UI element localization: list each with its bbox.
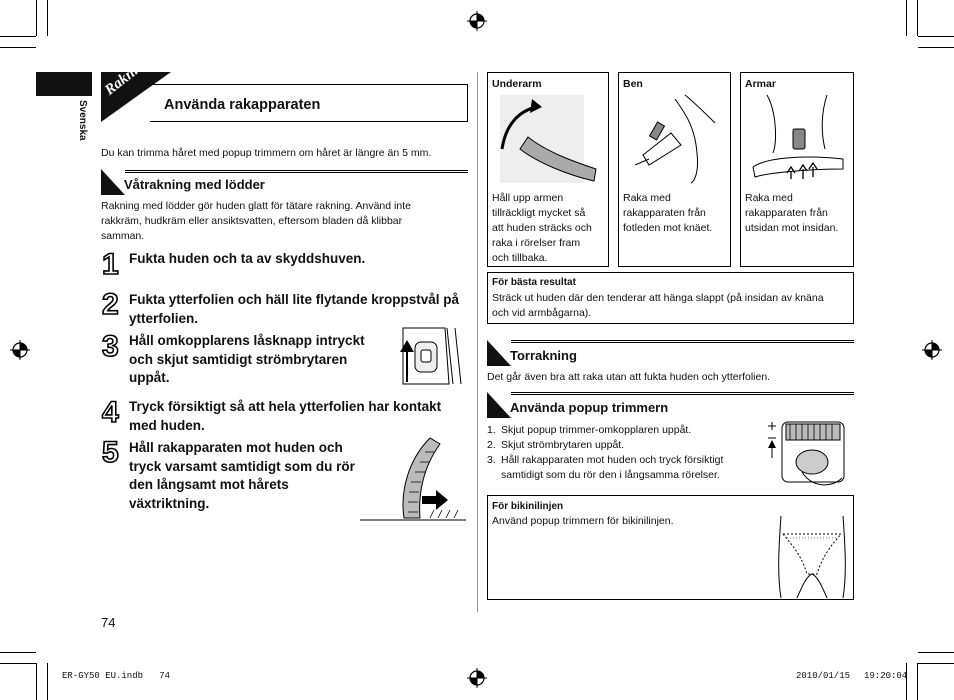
panel-ben xyxy=(618,72,731,267)
panel-title: Ben xyxy=(623,78,643,90)
registration-mark-icon xyxy=(10,340,30,360)
bikini-box xyxy=(487,495,854,600)
step-text: Fukta ytterfolien och häll lite flytande kroppstvål på ytterfolien. xyxy=(129,292,460,326)
best-results-box xyxy=(487,272,854,324)
dry-title: Torrakning xyxy=(510,348,577,363)
step-text: Fukta huden och ta av skyddshuven. xyxy=(129,251,366,266)
wet-heading-rule xyxy=(125,170,468,173)
panel-title: Armar xyxy=(745,78,776,90)
registration-mark-icon xyxy=(467,11,487,31)
dry-description: Det går även bra att raka utan att fukta huden och ytterfolien. xyxy=(487,371,771,383)
wet-title: Våtrakning med lödder xyxy=(124,177,265,192)
panel-text: Raka med rakapparaten från utsidan mot insidan. xyxy=(745,192,839,234)
best-results-title: För bästa resultat xyxy=(492,277,576,288)
popup-list: 1. Skjut popup trimmer-omkopplaren uppåt. 2. Skjut strömbrytaren uppåt. 3. Håll rakapparaten mot huden och tryck försiktigt samtidigt som du rör den i långsamma rörelser. xyxy=(487,424,724,481)
arm-illustration-icon xyxy=(747,93,851,185)
wet-description: Rakning med lödder gör huden glatt för tätare rakning. Använd inte rakkräm, hudkräm eller ansiktsvatten, eftersom bladen då klibbar samman. xyxy=(101,200,411,242)
step-number: 1 xyxy=(102,248,119,281)
leg-illustration-icon xyxy=(625,93,727,185)
footer-file: ER-GY50 EU.indb 74 xyxy=(62,671,171,681)
panel-text: Raka med rakapparaten från fotleden mot knäet. xyxy=(623,192,713,234)
step-text: Tryck försiktigt så att hela ytterfolien har kontakt med huden. xyxy=(129,399,442,433)
bikini-description: Använd popup trimmern för bikinilinjen. xyxy=(492,515,674,527)
best-results-text: Sträck ut huden där den tenderar att hänga slappt (på insidan av knäna och vid armbågarna). xyxy=(492,292,824,319)
page-number: 74 xyxy=(101,615,116,630)
bikini-illustration-icon xyxy=(773,514,851,598)
trimmer-illustration-icon xyxy=(762,418,854,488)
column-divider xyxy=(477,72,478,612)
shaver-motion-illustration-icon xyxy=(360,432,468,524)
popup-title: Använda popup trimmern xyxy=(510,400,669,415)
registration-mark-icon xyxy=(922,340,942,360)
panel-armar xyxy=(740,72,854,267)
step-number: 3 xyxy=(102,330,119,363)
dry-heading-marker xyxy=(487,340,511,366)
underarm-illustration-icon xyxy=(498,93,600,185)
step-number: 4 xyxy=(102,396,119,429)
registration-mark-icon xyxy=(467,668,487,688)
panel-underarm xyxy=(487,72,609,267)
panel-title: Underarm xyxy=(492,78,542,90)
wet-heading-marker xyxy=(101,169,125,195)
dry-heading-rule xyxy=(511,340,854,343)
popup-heading-marker xyxy=(487,392,511,418)
step-number: 2 xyxy=(102,288,119,321)
side-tab-label: Svenska xyxy=(77,100,88,141)
panel-text: Håll upp armen tillräckligt mycket så att huden sträcks och raka i rörelser fram och tillbaka. xyxy=(492,192,592,264)
step-number: 5 xyxy=(102,436,119,469)
footer-time: 19:20:04 xyxy=(864,671,908,681)
side-tab-bar xyxy=(36,72,92,96)
footer-date: 2010/01/15 xyxy=(796,671,851,681)
step-text: Håll rakapparaten mot huden och tryck varsamt samtidigt som du rör den långsamt mot hårets växtriktning. xyxy=(129,440,355,511)
bikini-title: För bikinilinjen xyxy=(492,501,564,512)
switch-illustration-icon xyxy=(395,324,465,386)
section-badge-label: Rakning xyxy=(102,53,154,99)
section-intro: Du kan trimma håret med popup trimmern om håret är längre än 5 mm. xyxy=(101,147,432,159)
section-title: Använda rakapparaten xyxy=(164,97,321,113)
step-text: Håll omkopplarens låsknapp intryckt och skjut samtidigt strömbrytaren uppåt. xyxy=(129,333,365,385)
popup-heading-rule xyxy=(511,392,854,395)
